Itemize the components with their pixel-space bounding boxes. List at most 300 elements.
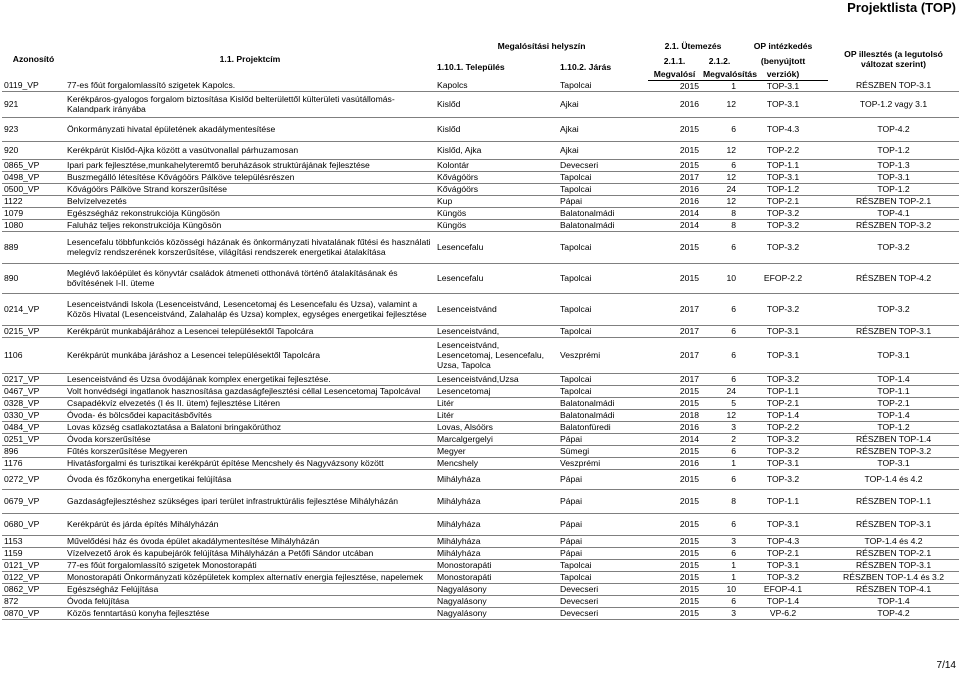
- cell-op-intezkedes: TOP-2.1: [738, 547, 828, 559]
- table-row: [2, 80, 959, 91]
- cell-op-illesztes: RÉSZBEN TOP-3.1: [828, 513, 959, 535]
- cell-idotartam: 3: [701, 607, 738, 619]
- header-utemezes: 2.1. Ütemezés: [664, 41, 722, 51]
- cell-telepules: Kolontár: [435, 159, 558, 171]
- cell-idotartam: 6: [701, 337, 738, 373]
- cell-op-intezkedes: TOP-3.1: [738, 559, 828, 571]
- cell-kezdes: 2015: [648, 607, 701, 619]
- cell-projektcim: Lovas község csatlakoztatása a Balatoni bringakörúthoz: [65, 421, 435, 433]
- header-ut1b: Megvalósí: [648, 68, 701, 80]
- cell-telepules: Nagyalásony: [435, 583, 558, 595]
- table-row: [2, 171, 959, 183]
- cell-azonosito: 0870_VP: [2, 607, 65, 619]
- cell-jaras: Devecseri: [558, 583, 648, 595]
- cell-projektcim: Monostorapáti Önkormányzati középületek komplex alternatív energia fejlesztése, napelemek: [65, 571, 435, 583]
- cell-projektcim: Meglévő lakóépület és könyvtár családok átmeneti otthonává történő átalakításának és bővítésének I-II. üteme: [65, 263, 435, 293]
- table-row: [2, 183, 959, 195]
- cell-idotartam: 6: [701, 547, 738, 559]
- cell-op-illesztes: TOP-1.4: [828, 595, 959, 607]
- cell-telepules: Mihályháza: [435, 489, 558, 513]
- cell-telepules: Kővágóörs: [435, 171, 558, 183]
- cell-telepules: Megyer: [435, 445, 558, 457]
- header-telepules: 1.10.1. Település: [437, 62, 505, 72]
- cell-telepules: Kővágóörs: [435, 183, 558, 195]
- cell-telepules: Kapolcs: [435, 80, 558, 91]
- table-row: [2, 409, 959, 421]
- cell-projektcim: Óvoda korszerűsítése: [65, 433, 435, 445]
- cell-idotartam: 12: [701, 171, 738, 183]
- table-row: [2, 195, 959, 207]
- cell-op-illesztes: TOP-1.4 és 4.2: [828, 535, 959, 547]
- cell-op-intezkedes: TOP-1.4: [738, 595, 828, 607]
- cell-op-illesztes: RÉSZBEN TOP-3.2: [828, 445, 959, 457]
- cell-azonosito: 890: [2, 263, 65, 293]
- cell-op-intezkedes: TOP-3.1: [738, 513, 828, 535]
- cell-telepules: Kislőd: [435, 91, 558, 117]
- cell-idotartam: 10: [701, 263, 738, 293]
- cell-telepules: Lesenceistvánd,Uzsa: [435, 373, 558, 385]
- cell-kezdes: 2015: [648, 159, 701, 171]
- cell-kezdes: 2016: [648, 457, 701, 469]
- cell-idotartam: 12: [701, 91, 738, 117]
- cell-op-intezkedes: TOP-1.2: [738, 183, 828, 195]
- header-helyszin: Megalósítási helyszín: [497, 41, 586, 51]
- cell-projektcim: 77-es főút forgalomlassító szigetek Kapolcs.: [65, 80, 435, 91]
- cell-kezdes: 2015: [648, 117, 701, 141]
- cell-jaras: Veszprémi: [558, 457, 648, 469]
- cell-idotartam: 6: [701, 117, 738, 141]
- cell-op-illesztes: RÉSZBEN TOP-1.1: [828, 489, 959, 513]
- cell-projektcim: Óvoda és főzőkonyha energetikai felújítása: [65, 469, 435, 489]
- header-op-2: (benyújtott: [760, 56, 806, 66]
- cell-kezdes: 2014: [648, 219, 701, 231]
- cell-idotartam: 1: [701, 457, 738, 469]
- cell-op-illesztes: TOP-1.4 és 4.2: [828, 469, 959, 489]
- cell-telepules: Mihályháza: [435, 513, 558, 535]
- cell-op-intezkedes: TOP-3.2: [738, 293, 828, 325]
- cell-op-intezkedes: TOP-3.2: [738, 219, 828, 231]
- cell-op-intezkedes: TOP-3.2: [738, 207, 828, 219]
- cell-op-illesztes: TOP-3.1: [828, 171, 959, 183]
- cell-jaras: Veszprémi: [558, 337, 648, 373]
- cell-telepules: Lesenceistvánd: [435, 293, 558, 325]
- cell-azonosito: 1153: [2, 535, 65, 547]
- cell-telepules: Lesencetomaj: [435, 385, 558, 397]
- cell-projektcim: Csapadékvíz elvezetés (I és II. ütem) fejlesztése Litéren: [65, 397, 435, 409]
- cell-idotartam: 6: [701, 595, 738, 607]
- cell-jaras: Tapolcai: [558, 559, 648, 571]
- cell-jaras: Balatonalmádi: [558, 207, 648, 219]
- cell-idotartam: 12: [701, 409, 738, 421]
- cell-jaras: Tapolcai: [558, 231, 648, 263]
- cell-kezdes: 2015: [648, 571, 701, 583]
- cell-telepules: Nagyalásony: [435, 607, 558, 619]
- table-row: [2, 91, 959, 117]
- cell-idotartam: 1: [701, 80, 738, 91]
- cell-jaras: Tapolcai: [558, 325, 648, 337]
- cell-op-illesztes: TOP-3.2: [828, 231, 959, 263]
- cell-jaras: Ajkai: [558, 141, 648, 159]
- header-azonosito: Azonosító: [12, 54, 55, 64]
- cell-kezdes: 2015: [648, 535, 701, 547]
- cell-jaras: Pápai: [558, 469, 648, 489]
- cell-jaras: Tapolcai: [558, 171, 648, 183]
- cell-idotartam: 6: [701, 373, 738, 385]
- cell-op-illesztes: TOP-4.1: [828, 207, 959, 219]
- cell-jaras: Balatonalmádi: [558, 409, 648, 421]
- cell-jaras: Tapolcai: [558, 373, 648, 385]
- cell-projektcim: Fűtés korszerűsítése Megyeren: [65, 445, 435, 457]
- cell-azonosito: 0467_VP: [2, 385, 65, 397]
- cell-azonosito: 0215_VP: [2, 325, 65, 337]
- cell-kezdes: 2017: [648, 325, 701, 337]
- cell-azonosito: 0500_VP: [2, 183, 65, 195]
- cell-idotartam: 6: [701, 325, 738, 337]
- cell-idotartam: 6: [701, 293, 738, 325]
- cell-jaras: Devecseri: [558, 607, 648, 619]
- cell-jaras: Pápai: [558, 489, 648, 513]
- cell-telepules: Litér: [435, 397, 558, 409]
- cell-idotartam: 6: [701, 159, 738, 171]
- table-row: [2, 397, 959, 409]
- cell-azonosito: 923: [2, 117, 65, 141]
- cell-kezdes: 2015: [648, 469, 701, 489]
- table-row: [2, 293, 959, 325]
- cell-kezdes: 2016: [648, 195, 701, 207]
- page-title: Projektlista (TOP): [847, 0, 956, 15]
- header-op-1: OP intézkedés: [753, 41, 813, 51]
- cell-projektcim: Önkormányzati hivatal épületének akadálymentesítése: [65, 117, 435, 141]
- cell-op-intezkedes: TOP-2.2: [738, 421, 828, 433]
- cell-kezdes: 2017: [648, 293, 701, 325]
- cell-projektcim: Gazdaságfejlesztéshez szükséges ipari terület infrastruktúrális fejlesztése Mihályházán: [65, 489, 435, 513]
- table-row: [2, 117, 959, 141]
- cell-telepules: Lovas, Alsóörs: [435, 421, 558, 433]
- cell-jaras: Devecseri: [558, 159, 648, 171]
- cell-op-illesztes: RÉSZBEN TOP-3.1: [828, 80, 959, 91]
- table-row: [2, 583, 959, 595]
- cell-kezdes: 2015: [648, 489, 701, 513]
- cell-op-illesztes: RÉSZBEN TOP-3.1: [828, 325, 959, 337]
- cell-kezdes: 2015: [648, 141, 701, 159]
- table-row: [2, 469, 959, 489]
- cell-jaras: Pápai: [558, 547, 648, 559]
- cell-idotartam: 24: [701, 183, 738, 195]
- cell-jaras: Pápai: [558, 433, 648, 445]
- cell-op-intezkedes: TOP-2.1: [738, 195, 828, 207]
- cell-op-illesztes: RÉSZBEN TOP-1.4 és 3.2: [828, 571, 959, 583]
- cell-idotartam: 24: [701, 385, 738, 397]
- header-op-ill-line1: OP illesztés (a legutolsó: [844, 49, 943, 59]
- cell-op-illesztes: RÉSZBEN TOP-2.1: [828, 195, 959, 207]
- cell-idotartam: 1: [701, 571, 738, 583]
- cell-kezdes: 2015: [648, 263, 701, 293]
- cell-op-intezkedes: TOP-1.1: [738, 489, 828, 513]
- cell-projektcim: Kővágóörs Pálköve Strand korszerűsítése: [65, 183, 435, 195]
- cell-telepules: Küngös: [435, 219, 558, 231]
- cell-azonosito: 1122: [2, 195, 65, 207]
- page-number: 7/14: [936, 660, 956, 671]
- cell-azonosito: 1080: [2, 219, 65, 231]
- cell-projektcim: Kerékpárút és járda építés Mihályházán: [65, 513, 435, 535]
- table-row: [2, 373, 959, 385]
- cell-op-illesztes: TOP-1.2: [828, 421, 959, 433]
- cell-kezdes: 2017: [648, 337, 701, 373]
- cell-kezdes: 2015: [648, 385, 701, 397]
- cell-telepules: Lesenceistvánd, Lesencetomaj, Lesencefalu, Uzsa, Tapolca: [435, 337, 558, 373]
- cell-telepules: Mihályháza: [435, 547, 558, 559]
- cell-op-intezkedes: EFOP-2.2: [738, 263, 828, 293]
- cell-azonosito: 0214_VP: [2, 293, 65, 325]
- cell-telepules: Kup: [435, 195, 558, 207]
- cell-projektcim: Kerékpárút munkabájárához a Lesencei településektől Tapolcára: [65, 325, 435, 337]
- cell-azonosito: 0484_VP: [2, 421, 65, 433]
- cell-op-intezkedes: TOP-3.2: [738, 445, 828, 457]
- cell-op-illesztes: TOP-1.3: [828, 159, 959, 171]
- header-op-ill-line2: változat szerint): [861, 59, 926, 69]
- table-row: [2, 547, 959, 559]
- cell-jaras: Tapolcai: [558, 183, 648, 195]
- cell-op-intezkedes: TOP-3.1: [738, 91, 828, 117]
- cell-op-intezkedes: TOP-1.1: [738, 385, 828, 397]
- cell-kezdes: 2015: [648, 583, 701, 595]
- cell-op-illesztes: RÉSZBEN TOP-4.2: [828, 263, 959, 293]
- cell-kezdes: 2016: [648, 183, 701, 195]
- header-ut2b: Megvalósítás: [703, 68, 757, 79]
- cell-azonosito: 0119_VP: [2, 80, 65, 91]
- table-row: [2, 513, 959, 535]
- table-row: [2, 263, 959, 293]
- cell-idotartam: 1: [701, 559, 738, 571]
- cell-telepules: Monostorapáti: [435, 571, 558, 583]
- cell-idotartam: 6: [701, 469, 738, 489]
- cell-projektcim: Egészségház rekonstrukciója Küngösön: [65, 207, 435, 219]
- cell-op-intezkedes: TOP-3.1: [738, 457, 828, 469]
- cell-op-illesztes: TOP-1.2 vagy 3.1: [828, 91, 959, 117]
- cell-op-illesztes: RÉSZBEN TOP-3.2: [828, 219, 959, 231]
- cell-projektcim: Volt honvédségi ingatlanok hasznosítása gazdaságfejlesztési céllal Lesencetomaj Tapolcával: [65, 385, 435, 397]
- cell-azonosito: 1159: [2, 547, 65, 559]
- table-row: [2, 535, 959, 547]
- cell-op-intezkedes: TOP-1.1: [738, 159, 828, 171]
- table-body: [2, 80, 959, 619]
- project-table: [2, 38, 959, 620]
- cell-op-illesztes: RÉSZBEN TOP-4.1: [828, 583, 959, 595]
- cell-projektcim: Lesenceistvándi Iskola (Lesenceistvánd, Lesencetomaj és Lesencefalu és Uzsa), valamint a Közös Hivatal (Lesenceistvánd, Zalahaláp és Uzsa) komplex, egységes energetikai fejlesztése: [65, 293, 435, 325]
- cell-kezdes: 2016: [648, 421, 701, 433]
- cell-op-illesztes: TOP-3.2: [828, 293, 959, 325]
- cell-op-illesztes: RÉSZBEN TOP-2.1: [828, 547, 959, 559]
- cell-telepules: Lesencefalu: [435, 263, 558, 293]
- cell-telepules: Lesenceistvánd,: [435, 325, 558, 337]
- cell-telepules: Kislőd, Ajka: [435, 141, 558, 159]
- cell-idotartam: 12: [701, 141, 738, 159]
- cell-op-illesztes: RÉSZBEN TOP-1.4: [828, 433, 959, 445]
- cell-projektcim: Lesencefalu többfunkciós közösségi házának és önkormányzati hivatalának fűtési és használati melegvíz rendszerének korszerűsítése, világítási rendszerek energetikai átalakítása: [65, 231, 435, 263]
- cell-kezdes: 2015: [648, 547, 701, 559]
- header-jaras: 1.10.2. Járás: [560, 62, 612, 72]
- cell-projektcim: Buszmegálló létesítése Kővágóörs Pálköve településrészen: [65, 171, 435, 183]
- cell-jaras: Devecseri: [558, 595, 648, 607]
- cell-telepules: Mencshely: [435, 457, 558, 469]
- table-row: [2, 559, 959, 571]
- table-row: [2, 219, 959, 231]
- cell-azonosito: 0679_VP: [2, 489, 65, 513]
- cell-telepules: Nagyalásony: [435, 595, 558, 607]
- cell-jaras: Tapolcai: [558, 385, 648, 397]
- cell-telepules: Mihályháza: [435, 469, 558, 489]
- cell-jaras: Tapolcai: [558, 293, 648, 325]
- cell-op-intezkedes: TOP-3.2: [738, 373, 828, 385]
- cell-kezdes: 2015: [648, 445, 701, 457]
- cell-op-illesztes: TOP-1.4: [828, 409, 959, 421]
- cell-idotartam: 12: [701, 195, 738, 207]
- cell-jaras: Tapolcai: [558, 571, 648, 583]
- cell-op-illesztes: TOP-4.2: [828, 117, 959, 141]
- cell-telepules: Lesencefalu: [435, 231, 558, 263]
- cell-op-illesztes: TOP-2.1: [828, 397, 959, 409]
- cell-op-intezkedes: TOP-4.3: [738, 535, 828, 547]
- cell-jaras: Pápai: [558, 513, 648, 535]
- cell-azonosito: 872: [2, 595, 65, 607]
- cell-projektcim: 77-es főút forgalomlassító szigetek Monostorapáti: [65, 559, 435, 571]
- cell-azonosito: 1106: [2, 337, 65, 373]
- cell-op-intezkedes: TOP-3.2: [738, 231, 828, 263]
- cell-op-illesztes: TOP-1.2: [828, 183, 959, 195]
- cell-idotartam: 3: [701, 421, 738, 433]
- cell-idotartam: 3: [701, 535, 738, 547]
- cell-idotartam: 10: [701, 583, 738, 595]
- cell-op-illesztes: TOP-4.2: [828, 607, 959, 619]
- cell-projektcim: Kerékpárút munkába járáshoz a Lesencei településektől Tapolcára: [65, 337, 435, 373]
- cell-kezdes: 2014: [648, 207, 701, 219]
- cell-op-intezkedes: TOP-3.2: [738, 433, 828, 445]
- cell-projektcim: Belvízelvezetés: [65, 195, 435, 207]
- cell-azonosito: 0498_VP: [2, 171, 65, 183]
- cell-projektcim: Vízelvezető árok és kapubejárók felújítása Mihályházán a Petőfi Sándor utcában: [65, 547, 435, 559]
- cell-telepules: Monostorapáti: [435, 559, 558, 571]
- cell-telepules: Marcalgergelyi: [435, 433, 558, 445]
- cell-op-illesztes: TOP-3.1: [828, 457, 959, 469]
- cell-idotartam: 8: [701, 207, 738, 219]
- cell-idotartam: 8: [701, 489, 738, 513]
- table-row: [2, 607, 959, 619]
- table-row: [2, 385, 959, 397]
- cell-jaras: Balatonfüredi: [558, 421, 648, 433]
- cell-azonosito: 0865_VP: [2, 159, 65, 171]
- cell-kezdes: 2015: [648, 595, 701, 607]
- cell-op-intezkedes: TOP-3.2: [738, 469, 828, 489]
- cell-kezdes: 2015: [648, 513, 701, 535]
- cell-jaras: Pápai: [558, 535, 648, 547]
- cell-azonosito: 0272_VP: [2, 469, 65, 489]
- table-row: [2, 489, 959, 513]
- table-row: [2, 207, 959, 219]
- table-row: [2, 231, 959, 263]
- cell-azonosito: 0122_VP: [2, 571, 65, 583]
- cell-projektcim: Egészségház Felújítása: [65, 583, 435, 595]
- cell-projektcim: Kerékpárút Kislőd-Ajka között a vasútvonallal párhuzamosan: [65, 141, 435, 159]
- cell-kezdes: 2014: [648, 433, 701, 445]
- table-row: [2, 445, 959, 457]
- cell-azonosito: 1079: [2, 207, 65, 219]
- cell-idotartam: 6: [701, 231, 738, 263]
- cell-telepules: Kislőd: [435, 117, 558, 141]
- header-ut1: 2.1.1.: [663, 56, 686, 66]
- cell-azonosito: 0862_VP: [2, 583, 65, 595]
- cell-op-intezkedes: TOP-3.2: [738, 571, 828, 583]
- table-row: [2, 159, 959, 171]
- cell-kezdes: 2015: [648, 231, 701, 263]
- cell-op-intezkedes: TOP-4.3: [738, 117, 828, 141]
- cell-jaras: Sümegi: [558, 445, 648, 457]
- cell-telepules: Küngös: [435, 207, 558, 219]
- cell-azonosito: 0328_VP: [2, 397, 65, 409]
- cell-idotartam: 2: [701, 433, 738, 445]
- cell-kezdes: 2017: [648, 171, 701, 183]
- cell-op-illesztes: TOP-1.1: [828, 385, 959, 397]
- cell-projektcim: Közös fenntartású konyha fejlesztése: [65, 607, 435, 619]
- cell-op-illesztes: TOP-3.1: [828, 337, 959, 373]
- cell-azonosito: 1176: [2, 457, 65, 469]
- cell-op-intezkedes: TOP-3.1: [738, 337, 828, 373]
- table-row: [2, 141, 959, 159]
- header-op-illesztes: [828, 38, 959, 80]
- cell-projektcim: Kerékpáros-gyalogos forgalom biztosítása Kislőd belterülettől külterületi vasútállomás-Kalandpark irányába: [65, 91, 435, 117]
- cell-jaras: Pápai: [558, 195, 648, 207]
- cell-projektcim: Faluház teljes rekonstrukciója Küngösön: [65, 219, 435, 231]
- cell-op-intezkedes: TOP-2.1: [738, 397, 828, 409]
- table-row: [2, 433, 959, 445]
- cell-azonosito: 0680_VP: [2, 513, 65, 535]
- cell-projektcim: Művelődési ház és óvoda épület akadálymentesítése Mihályházán: [65, 535, 435, 547]
- cell-azonosito: 0251_VP: [2, 433, 65, 445]
- table-row: [2, 457, 959, 469]
- cell-kezdes: 2017: [648, 373, 701, 385]
- cell-op-intezkedes: TOP-1.4: [738, 409, 828, 421]
- cell-jaras: Ajkai: [558, 117, 648, 141]
- cell-op-illesztes: TOP-1.2: [828, 141, 959, 159]
- table-row: [2, 337, 959, 373]
- cell-azonosito: 920: [2, 141, 65, 159]
- cell-kezdes: 2015: [648, 559, 701, 571]
- cell-op-intezkedes: TOP-3.1: [738, 80, 828, 91]
- cell-op-intezkedes: TOP-3.1: [738, 325, 828, 337]
- table-row: [2, 595, 959, 607]
- cell-azonosito: 896: [2, 445, 65, 457]
- cell-idotartam: 5: [701, 397, 738, 409]
- cell-projektcim: Hivatásforgalmi és turisztikai kerékpárút építése Mencshely és Nagyvázsony között: [65, 457, 435, 469]
- table-row: [2, 325, 959, 337]
- cell-jaras: Balatonalmádi: [558, 397, 648, 409]
- cell-azonosito: 0121_VP: [2, 559, 65, 571]
- cell-kezdes: 2015: [648, 397, 701, 409]
- cell-kezdes: 2016: [648, 91, 701, 117]
- cell-telepules: Litér: [435, 409, 558, 421]
- cell-idotartam: 6: [701, 445, 738, 457]
- cell-jaras: Tapolcai: [558, 80, 648, 91]
- cell-azonosito: 0330_VP: [2, 409, 65, 421]
- cell-op-intezkedes: EFOP-4.1: [738, 583, 828, 595]
- cell-projektcim: Óvoda felújítása: [65, 595, 435, 607]
- cell-projektcim: Ipari park fejlesztése,munkahelyteremtő beruházások struktúrájának fejlesztése: [65, 159, 435, 171]
- cell-kezdes: 2018: [648, 409, 701, 421]
- cell-jaras: Ajkai: [558, 91, 648, 117]
- table-row: [2, 571, 959, 583]
- header-projektcim: 1.1. Projektcím: [219, 54, 281, 64]
- cell-telepules: Mihályháza: [435, 535, 558, 547]
- header-op-3: verziók): [738, 68, 828, 80]
